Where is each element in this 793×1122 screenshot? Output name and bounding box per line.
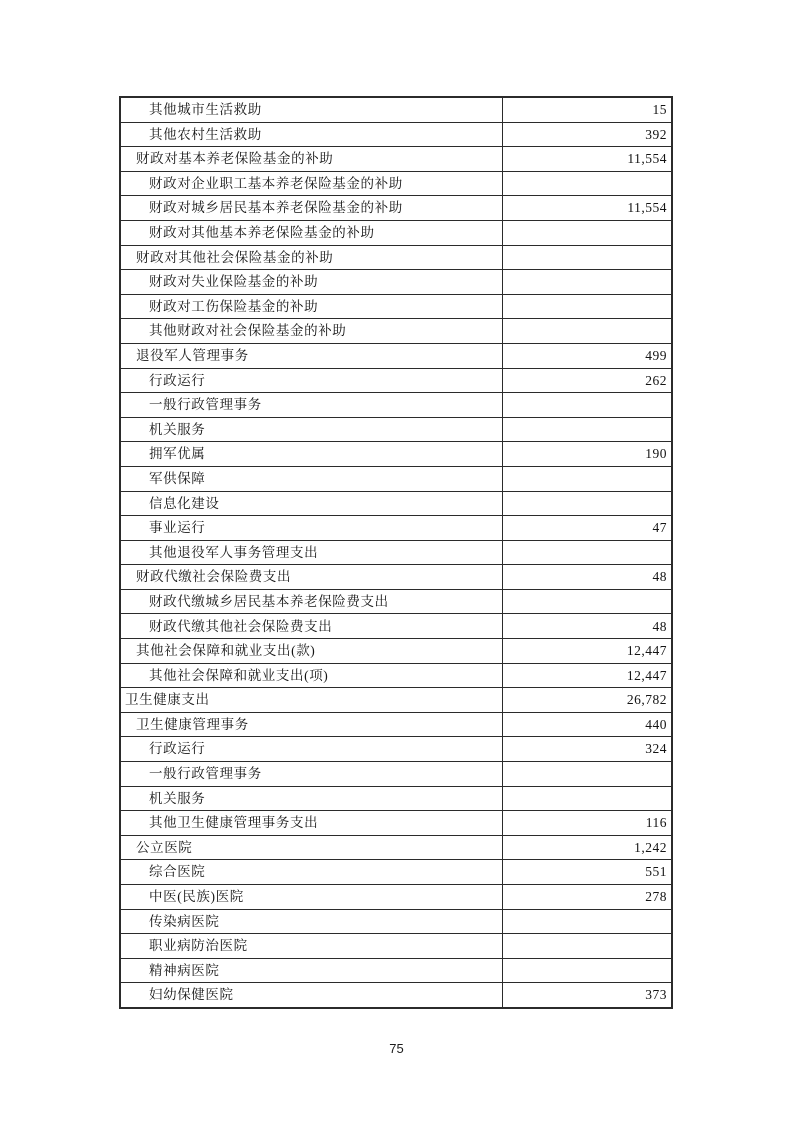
item-label: 其他城市生活救助	[121, 98, 503, 122]
item-value	[503, 270, 671, 294]
item-value: 48	[652, 569, 667, 585]
item-label: 财政对其他基本养老保险基金的补助	[121, 221, 503, 245]
item-value: 1,242	[634, 839, 667, 855]
item-label: 公立医院	[121, 836, 503, 860]
item-label: 卫生健康支出	[121, 688, 503, 712]
table-row	[121, 369, 671, 394]
table-row	[121, 614, 671, 639]
item-value	[503, 910, 671, 934]
item-value	[503, 762, 671, 786]
table-row	[121, 885, 671, 910]
item-label: 中医(民族)医院	[121, 885, 503, 909]
table-row	[121, 98, 671, 123]
item-value	[503, 295, 671, 319]
item-value: 116	[645, 815, 667, 831]
table-row	[121, 147, 671, 172]
item-label: 职业病防治医院	[121, 934, 503, 958]
item-value	[503, 319, 671, 343]
table-row	[121, 787, 671, 812]
table-row	[121, 688, 671, 713]
item-value: 551	[645, 864, 667, 880]
item-label: 机关服务	[121, 418, 503, 442]
item-label: 其他退役军人事务管理支出	[121, 541, 503, 565]
table-row	[121, 811, 671, 836]
table-row	[121, 762, 671, 787]
item-value: 26,782	[626, 692, 667, 708]
item-value: 11,554	[627, 200, 667, 216]
table-row	[121, 221, 671, 246]
item-value: 12,447	[626, 643, 667, 659]
table-row	[121, 541, 671, 566]
item-label: 信息化建设	[121, 492, 503, 516]
item-label: 行政运行	[121, 369, 503, 393]
item-value: 278	[645, 889, 667, 905]
page-number: 75	[389, 1041, 404, 1056]
table-row	[121, 737, 671, 762]
item-value	[503, 959, 671, 983]
item-label: 其他财政对社会保险基金的补助	[121, 319, 503, 343]
item-label: 军供保障	[121, 467, 503, 491]
item-label: 退役军人管理事务	[121, 344, 503, 368]
item-value: 47	[652, 520, 667, 536]
item-value: 12,447	[626, 667, 667, 683]
item-value	[503, 467, 671, 491]
item-value	[503, 541, 671, 565]
table-row	[121, 516, 671, 541]
item-label: 财政对基本养老保险基金的补助	[121, 147, 503, 171]
item-value: 262	[645, 372, 667, 388]
table-row	[121, 393, 671, 418]
item-value	[503, 172, 671, 196]
table-row	[121, 418, 671, 443]
item-label: 财政代缴城乡居民基本养老保险费支出	[121, 590, 503, 614]
item-value: 440	[645, 716, 667, 732]
item-label: 传染病医院	[121, 910, 503, 934]
item-label: 综合医院	[121, 860, 503, 884]
table-row	[121, 344, 671, 369]
table-row	[121, 196, 671, 221]
table-row	[121, 860, 671, 885]
item-label: 拥军优属	[121, 442, 503, 466]
table-row	[121, 934, 671, 959]
item-value: 392	[645, 126, 667, 142]
table-row	[121, 270, 671, 295]
table-row	[121, 246, 671, 271]
item-label: 妇幼保健医院	[121, 983, 503, 1007]
item-value	[503, 418, 671, 442]
item-value	[503, 221, 671, 245]
table-row	[121, 959, 671, 984]
item-label: 行政运行	[121, 737, 503, 761]
item-label: 事业运行	[121, 516, 503, 540]
item-label: 一般行政管理事务	[121, 762, 503, 786]
item-label: 其他卫生健康管理事务支出	[121, 811, 503, 835]
item-label: 财政对失业保险基金的补助	[121, 270, 503, 294]
item-value: 499	[645, 347, 667, 363]
table-row	[121, 565, 671, 590]
item-value	[503, 590, 671, 614]
table-row	[121, 295, 671, 320]
item-label: 精神病医院	[121, 959, 503, 983]
table-row	[121, 836, 671, 861]
table-row	[121, 639, 671, 664]
item-label: 其他农村生活救助	[121, 123, 503, 147]
table-row	[121, 442, 671, 467]
budget-table	[119, 96, 673, 1009]
table-row	[121, 664, 671, 689]
item-value: 15	[652, 102, 667, 118]
item-value	[503, 787, 671, 811]
item-value: 190	[645, 446, 667, 462]
item-label: 一般行政管理事务	[121, 393, 503, 417]
item-value	[503, 934, 671, 958]
item-label: 财政代缴其他社会保险费支出	[121, 614, 503, 638]
item-label: 财政对工伤保险基金的补助	[121, 295, 503, 319]
item-label: 财政对企业职工基本养老保险基金的补助	[121, 172, 503, 196]
item-value: 324	[645, 741, 667, 757]
item-value	[503, 393, 671, 417]
item-label: 其他社会保障和就业支出(款)	[121, 639, 503, 663]
table-row	[121, 590, 671, 615]
table-row	[121, 467, 671, 492]
item-label: 财政对其他社会保险基金的补助	[121, 246, 503, 270]
table-row	[121, 713, 671, 738]
item-value: 48	[652, 618, 667, 634]
table-row	[121, 123, 671, 148]
item-label: 机关服务	[121, 787, 503, 811]
item-value	[503, 492, 671, 516]
item-label: 财政代缴社会保险费支出	[121, 565, 503, 589]
table-row	[121, 983, 671, 1007]
item-label: 财政对城乡居民基本养老保险基金的补助	[121, 196, 503, 220]
item-value: 11,554	[627, 151, 667, 167]
table-row	[121, 910, 671, 935]
table-row	[121, 492, 671, 517]
item-value	[503, 246, 671, 270]
table-row	[121, 319, 671, 344]
item-value: 373	[645, 987, 667, 1003]
item-label: 卫生健康管理事务	[121, 713, 503, 737]
table-row	[121, 172, 671, 197]
item-label: 其他社会保障和就业支出(项)	[121, 664, 503, 688]
